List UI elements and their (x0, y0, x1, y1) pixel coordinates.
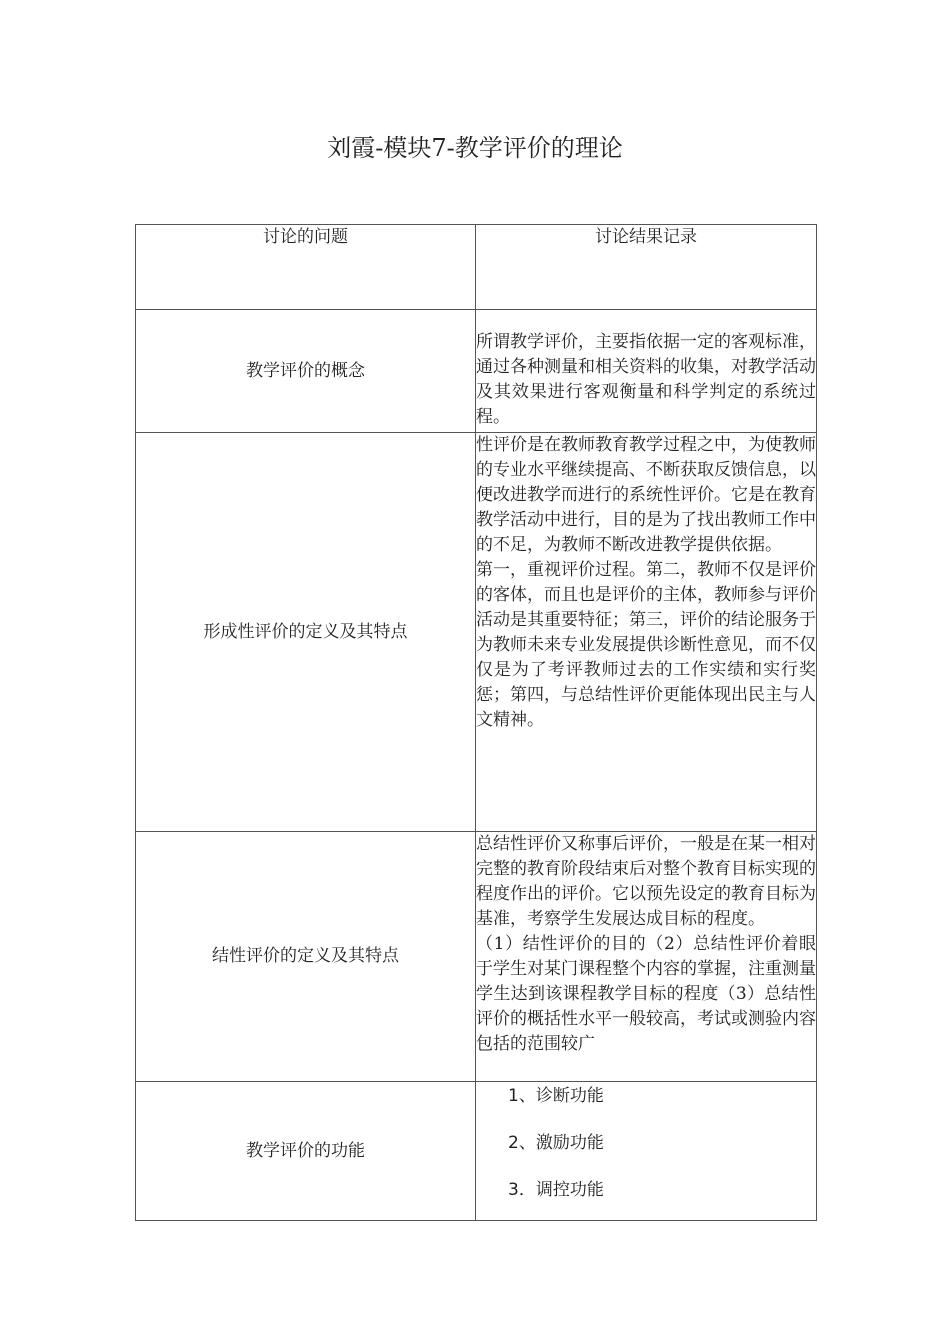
discussion-table (135, 224, 817, 1221)
question-cell: 教学评价的功能 (136, 1082, 476, 1221)
question-cell: 结性评价的定义及其特点 (136, 832, 476, 1082)
table-header-row (136, 225, 817, 310)
table-row (136, 433, 817, 832)
column-header-record: 讨论结果记录 (476, 225, 817, 310)
answer-paragraph: （1）结性评价的目的（2）总结性评价着眼于学生对某门课程整个内容的掌握，注重测量学生达到该课程教学目标的程度（3）总结性评价的概括性水平一般较高，考试或测验内容包括的范围较广 (476, 934, 816, 1054)
answer-cell (476, 433, 817, 832)
answer-paragraph: 第一，重视评价过程。第二，教师不仅是评价的客体，而且也是评价的主体，教师参与评价活动是其重要特征；第三，评价的结论服务于为教师未来专业发展提供诊断性意见，而不仅仅是为了考评教师过去的工作实绩和实行奖惩；第四，与总结性评价更能体现出民主与人文精神。 (476, 560, 816, 730)
page-title: 刘霞-模块7-教学评价的理论 (327, 134, 623, 162)
list-item: 2、激励功能 (508, 1133, 604, 1153)
question-cell: 形成性评价的定义及其特点 (136, 433, 476, 832)
answer-paragraph: 所谓教学评价，主要指依据一定的客观标准，通过各种测量和相关资料的收集，对教学活动及其效果进行客观衡量和科学判定的系统过程。 (476, 332, 816, 427)
question-cell: 教学评价的概念 (136, 310, 476, 433)
table-row (136, 1082, 817, 1221)
table-row (136, 310, 817, 433)
answer-cell (476, 310, 817, 433)
table-row (136, 832, 817, 1082)
list-item: 3．调控功能 (508, 1180, 604, 1200)
list-item: 1、诊断功能 (508, 1086, 604, 1106)
column-header-question: 讨论的问题 (136, 225, 476, 310)
answer-cell (476, 1082, 817, 1221)
answer-cell (476, 832, 817, 1082)
answer-paragraph: 性评价是在教师教育教学过程之中，为使教师的专业水平继续提高、不断获取反馈信息，以便改进教学而进行的系统性评价。它是在教育教学活动中进行，目的是为了找出教师工作中的不足，为教师不断改进教学提供依据。 (476, 435, 816, 555)
function-list (476, 1084, 816, 1203)
answer-paragraph: 总结性评价又称事后评价，一般是在某一相对完整的教育阶段结束后对整个教育目标实现的程度作出的评价。它以预先设定的教育目标为基准，考察学生发展达成目标的程度。 (476, 834, 816, 929)
